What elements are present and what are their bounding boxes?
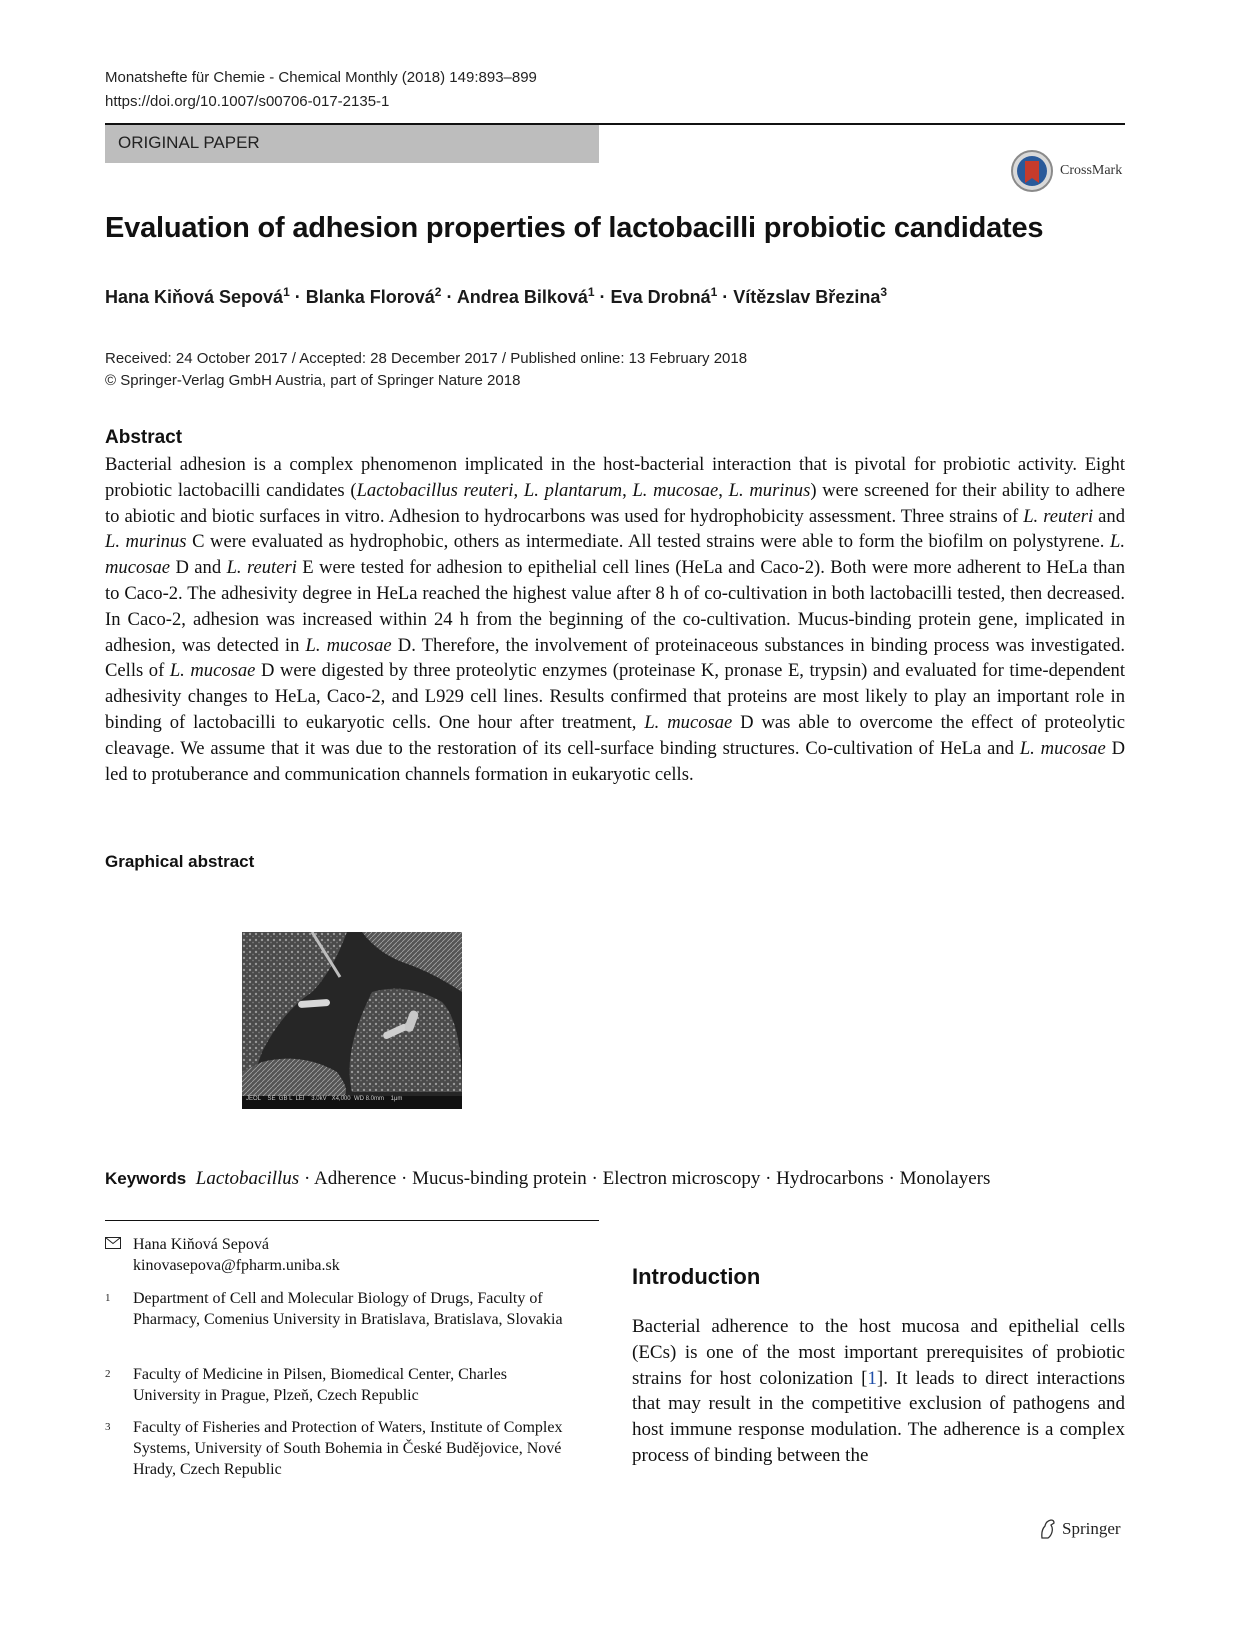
affiliation-text: Department of Cell and Molecular Biology of Drugs, Faculty of Pharmacy, Comenius University in Bratislava, Bratislava, Slovakia (133, 1290, 563, 1328)
author: Eva Drobná (610, 287, 711, 307)
affiliation-number: 2 (105, 1368, 111, 1380)
author-separator: · (289, 287, 306, 307)
abstract-segment: D and (170, 557, 227, 579)
introduction-heading: Introduction (632, 1264, 761, 1289)
author: Vítězslav Březina (733, 287, 881, 307)
species-name: L. reuteri (1023, 505, 1094, 527)
crossmark-label: CrossMark (1060, 163, 1123, 178)
intro-segment: Bacterial adherence to the host mucosa and epithelial cells (ECs) is one of the most important prerequisites of probiotic strains for host colonization [ (632, 1316, 1125, 1389)
species-name: L. reuteri (226, 557, 297, 579)
abstract-segment: , (718, 479, 729, 501)
abstract-segment: Bacterial adhesion is a complex phenomenon implicated in the host-bacterial interaction that is pivotal for probiotic activity. Eight probiotic lactobacilli candidates ( (105, 454, 1125, 501)
abstract-segment: D. Therefore, the involvement of proteinaceous substances in binding process was investigated. Cells of (105, 634, 1126, 682)
graphical-abstract-heading: Graphical abstract (105, 852, 255, 871)
species-name: L. mucosae (632, 479, 719, 501)
species-name: L. mucosae (1019, 737, 1106, 759)
springer-horse-icon (1038, 1518, 1058, 1540)
author-separator: · (717, 287, 734, 307)
author: Andrea Bilková (456, 287, 588, 307)
corresponding-email[interactable]: kinovasepova@fpharm.uniba.sk (133, 1257, 340, 1274)
abstract-segment: , (513, 479, 524, 501)
affiliation-number: 1 (105, 1292, 111, 1304)
author-list (105, 285, 1135, 308)
publisher-footer (1038, 1518, 1121, 1540)
envelope-icon (105, 1234, 133, 1276)
species-name: L. murinus (105, 531, 187, 553)
abstract-segment: ) were screened for their ability to adhere to abiotic and biotic surfaces in vitro. Adhesion to hydrocarbons was used for hydrophobicity assessment. Three strains of (105, 479, 1126, 527)
species-name: L. mucosae (305, 634, 392, 656)
abstract-segment: D was able to overcome the effect of proteolytic cleavage. We assume that it was due to the restoration of its cell-surface binding structures. Co-cultivation of HeLa and (105, 711, 1126, 759)
abstract-text (105, 452, 1125, 787)
keywords (105, 1168, 1135, 1190)
micrograph-illustration (242, 932, 462, 1109)
intro-segment: ]. It leads to direct interactions that may result in the competitive exclusion of pathogens and host immune response modulation. The adherence is a complex process of binding between the (632, 1367, 1125, 1466)
abstract-segment: E were tested for adhesion to epithelial cell lines (HeLa and Caco-2). Both were more adherent to HeLa than to Caco-2. The adhesivity degree in HeLa reached the highest value after 8 h of co-cultivation in both lactobacilli tested, then decreased. In Caco-2, adhesion was increased within 24 h from the beginning of the co-cultivation. Mucus-binding protein gene, implicated in adhesion, was detected in (105, 557, 1125, 656)
species-name: L. mucosae (105, 531, 1125, 579)
article-type-bar (105, 125, 599, 163)
species-name: L. murinus (728, 479, 811, 501)
publication-dates (105, 348, 1135, 392)
affiliation-item (105, 1417, 575, 1480)
article-type-label: ORIGINAL PAPER (118, 133, 260, 152)
copyright-line: © Springer-Verlag GmbH Austria, part of Springer Nature 2018 (105, 372, 521, 389)
abstract-segment: and (1093, 505, 1125, 527)
history-dates: Received: 24 October 2017 / Accepted: 28 December 2017 / Published online: 13 February 2018 (105, 350, 748, 367)
affiliation-text: Faculty of Medicine in Pilsen, Biomedical Center, Charles University in Prague, Plzeň, Czech Republic (133, 1366, 507, 1404)
author-affiliation-mark: 1 (710, 285, 718, 299)
citation-link[interactable]: 1 (867, 1367, 877, 1389)
abstract-segment: , (622, 479, 633, 501)
author: Blanka Florová (305, 287, 435, 307)
affiliation-number: 3 (105, 1421, 111, 1433)
article-title: Evaluation of adhesion properties of lactobacilli probiotic candidates (105, 212, 1044, 244)
species-name: L. plantarum (523, 479, 623, 501)
publisher-name: Springer (1062, 1519, 1121, 1538)
affiliation-item (105, 1288, 575, 1330)
keywords-label: Keywords (105, 1169, 187, 1188)
abstract-heading: Abstract (105, 427, 183, 448)
author-affiliation-mark: 3 (880, 285, 888, 299)
micrograph-info-bar: JEOL SE GB L LEI 3.0kV X4,000 WD 8.0mm 1μm (246, 1096, 403, 1102)
doi-link[interactable]: https://doi.org/10.1007/s00706-017-2135-1 (105, 93, 390, 110)
crossmark-icon (1010, 149, 1054, 193)
introduction-text (632, 1314, 1125, 1469)
corresponding-name: Hana Kiňová Sepová (133, 1236, 269, 1253)
crossmark-badge[interactable] (1010, 148, 1128, 194)
species-name: Lactobacillus reuteri (356, 479, 514, 501)
species-name: L. mucosae (169, 660, 256, 682)
author-separator: · (441, 287, 457, 307)
species-name: L. mucosae (644, 711, 733, 733)
author-separator: · (594, 287, 611, 307)
keywords-list: · Adherence · Mucus-binding protein · Electron microscopy · Hydrocarbons · Monolayers (299, 1168, 991, 1189)
author: Hana Kiňová Sepová (105, 287, 284, 307)
abstract-segment: D were digested by three proteolytic enzymes (proteinase K, pronase E, trypsin) and evaluated for time-dependent adhesivity changes to HeLa, Caco-2, and L929 cell lines. Results confirmed that proteins are most likely to play an important role in binding of lactobacilli to eukaryotic cells. One hour after treatment, (105, 660, 1125, 733)
author-affiliation-mark: 1 (283, 285, 290, 299)
affiliation-item (105, 1364, 575, 1406)
abstract-segment: D led to protuberance and communication channels formation in eukaryotic cells. (105, 737, 1125, 785)
journal-citation: Monatshefte für Chemie - Chemical Monthly (2018) 149:893–899 (105, 69, 537, 86)
sem-micrograph-image (242, 932, 462, 1109)
keyword-italic: Lactobacillus (195, 1168, 300, 1189)
abstract-segment: C were evaluated as hydrophobic, others as intermediate. All tested strains were able to form the biofilm on polystyrene. (186, 531, 1110, 553)
author-affiliation-mark: 1 (587, 285, 595, 299)
journal-header (105, 66, 537, 114)
footnote-rule (105, 1220, 599, 1221)
corresponding-author (105, 1234, 599, 1276)
author-affiliation-mark: 2 (434, 285, 442, 299)
affiliation-text: Faculty of Fisheries and Protection of Waters, Institute of Complex Systems, University of South Bohemia in České Budějovice, Nové Hrady, Czech Republic (133, 1419, 563, 1478)
